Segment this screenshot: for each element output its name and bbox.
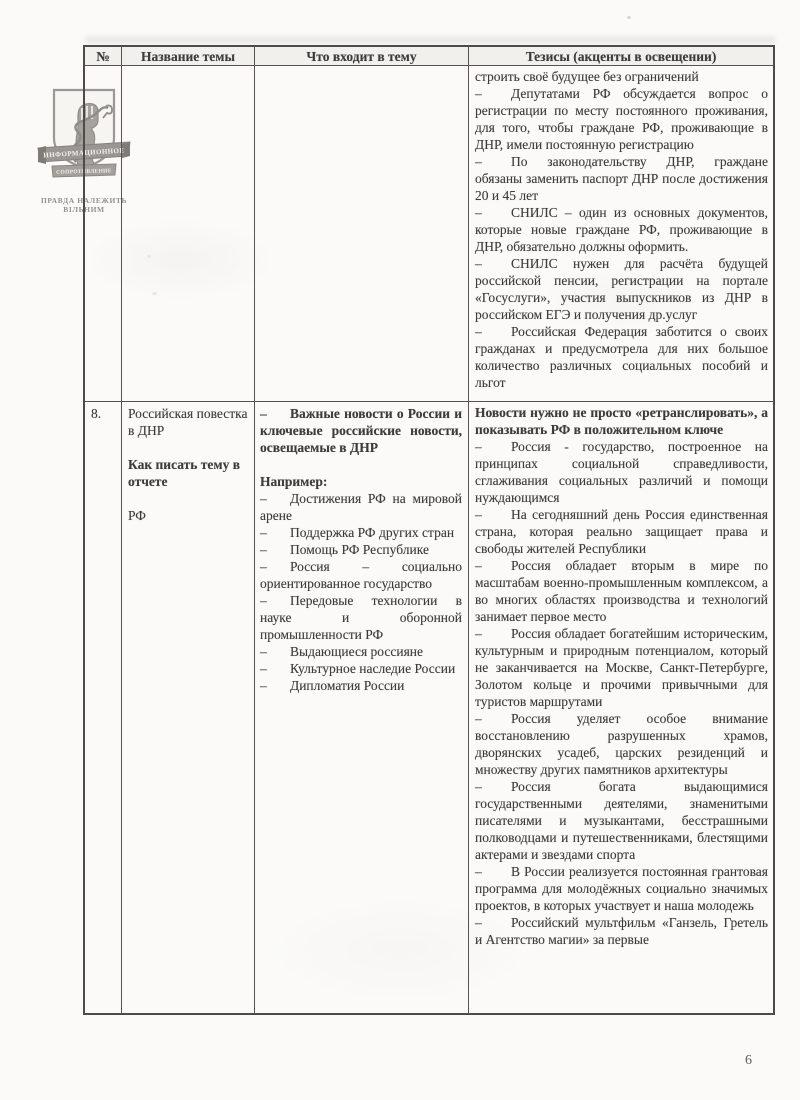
list-dash: – bbox=[475, 324, 482, 339]
list-dash: – bbox=[475, 86, 482, 101]
text-paragraph: – Культурное наследие России bbox=[260, 661, 456, 676]
row8-theses-cell bbox=[469, 402, 773, 1013]
header-topic-contents-label: Что входит в тему bbox=[306, 48, 417, 64]
text-paragraph: – Россия – социально ориентированное государство bbox=[260, 559, 462, 591]
list-dash: – bbox=[475, 256, 482, 271]
text-paragraph: РФ bbox=[128, 508, 146, 523]
text-paragraph: – Дипломатия России bbox=[260, 678, 405, 693]
ribbon-bottom-label: СОПРОТИВЛЕНИЕ bbox=[56, 168, 112, 176]
header-number-label: № bbox=[96, 48, 110, 64]
row7-number-cell bbox=[85, 66, 122, 402]
list-dash: – bbox=[260, 542, 267, 557]
text-paragraph: – Передовые технологии в науке и оборонной промышленности РФ bbox=[260, 593, 462, 642]
text-paragraph: – Российская Федерация заботится о своих гражданах и предусмотрела для них большое количество различных социальных пособий и льгот bbox=[475, 324, 768, 390]
list-dash: – bbox=[475, 507, 482, 522]
list-dash: – bbox=[475, 205, 482, 220]
text-paragraph: – Россия уделяет особое внимание восстановлению разрушенных храмов, дворянских усадеб, царских резиденций и множеству других памятников архитектуры bbox=[475, 711, 768, 777]
topics-table bbox=[83, 45, 775, 1015]
text-paragraph: – Россия обладает вторым в мире по масштабам военно-промышленным комплексом, а во многих областях производства и технологий занимает первое место bbox=[475, 558, 768, 624]
text-paragraph: строить своё будущее без ограничений bbox=[475, 69, 699, 84]
list-dash: – bbox=[475, 626, 482, 641]
text-paragraph: – СНИЛС нужен для расчёта будущей российской пенсии, регистрации на портале «Госуслуги», участия выпускников из ДНР в российском ЕГЭ и получения др.услуг bbox=[475, 256, 768, 322]
list-dash: – bbox=[260, 525, 267, 540]
header-theses bbox=[469, 47, 773, 66]
list-dash: – bbox=[475, 711, 482, 726]
header-topic-name bbox=[122, 47, 255, 66]
text-paragraph: – В России реализуется постоянная грантовая программа для молодёжных социально значимых проектов, в которых участвует и наша молодежь bbox=[475, 864, 768, 913]
page-number: 6 bbox=[745, 1053, 752, 1068]
text-paragraph: – Россия - государство, построенное на принципах социальной справедливости, сглаживания социальных различий и помощи нуждающимся bbox=[475, 439, 768, 505]
list-dash: – bbox=[260, 559, 267, 574]
text-paragraph: – СНИЛС – один из основных документов, которые новые граждане РФ, проживающие в ДНР, обязательно должны оформить. bbox=[475, 205, 768, 254]
text-paragraph: – Важные новости о России и ключевые российские новости, освещаемые в ДНР bbox=[260, 406, 462, 455]
row7-theses-cell bbox=[469, 66, 773, 402]
text-paragraph: – Достижения РФ на мировой арене bbox=[260, 491, 462, 523]
ribbon-top-label: ИНФОРМАЦИОННОЕ bbox=[43, 146, 125, 160]
blank-line bbox=[128, 439, 249, 456]
row8-topic-name-cell bbox=[122, 402, 255, 1013]
scan-speck bbox=[627, 16, 631, 19]
text-paragraph: – Депутатами РФ обсуждается вопрос о регистрации по месту постоянного проживания, для того, чтобы граждане РФ, проживающие в ДНР, имели постоянную регистрацию bbox=[475, 86, 768, 152]
text-paragraph: Например: bbox=[260, 474, 328, 489]
row8-number-cell bbox=[85, 402, 122, 1013]
text-paragraph: Российская повестка в ДНР bbox=[128, 406, 248, 438]
text-paragraph: – Выдающиеся россияне bbox=[260, 644, 424, 659]
header-number bbox=[85, 47, 122, 66]
header-topic-contents bbox=[255, 47, 469, 66]
list-dash: – bbox=[475, 439, 482, 454]
text-paragraph: – Россия богата выдающимися государственными деятелями, знаменитыми писателями и музыкантами, бесстрашными полководцами и путешественниками, блестящими актерами и звездами спорта bbox=[475, 779, 768, 862]
row7-topic-name-cell bbox=[122, 66, 255, 402]
list-dash: – bbox=[475, 779, 482, 794]
list-dash: – bbox=[475, 915, 482, 930]
stamp-motto-line1: ПРАВДА НАЛЕЖИТЬ bbox=[40, 196, 128, 205]
list-dash: – bbox=[260, 593, 267, 608]
header-topic-name-label: Название темы bbox=[141, 48, 235, 64]
list-dash: – bbox=[260, 644, 267, 659]
text-paragraph: – Помощь РФ Республике bbox=[260, 542, 429, 557]
text-paragraph: Как писать тему в отчете bbox=[128, 457, 241, 489]
list-dash: – bbox=[475, 558, 482, 573]
row8-topic-contents-cell bbox=[255, 402, 469, 1013]
text-paragraph: – Российский мультфильм «Ганзель, Гретель и Агентство магии» за первые bbox=[475, 915, 768, 947]
row7-topic-contents-cell bbox=[255, 66, 469, 402]
list-dash: – bbox=[475, 864, 482, 879]
list-dash: – bbox=[260, 661, 267, 676]
header-theses-label: Тезисы (акценты в освещении) bbox=[525, 48, 717, 64]
blank-line bbox=[128, 490, 249, 507]
text-paragraph: Новости нужно не просто «ретранслировать», а показывать РФ в положительном ключе bbox=[475, 405, 768, 437]
text-paragraph: – На сегодняшний день Россия единственная страна, которая реально защищает права и свободы жителей Республики bbox=[475, 507, 768, 556]
blank-line bbox=[260, 456, 462, 473]
text-paragraph: – Поддержка РФ других стран bbox=[260, 525, 455, 540]
scan-artifact-streak bbox=[85, 36, 775, 44]
stamp-motto-line2: ВІЛЬНИМ bbox=[63, 205, 105, 214]
row8-number: 8. bbox=[91, 406, 102, 421]
list-dash: – bbox=[260, 678, 267, 693]
list-dash: – bbox=[475, 154, 482, 169]
text-paragraph: – По законодательству ДНР, граждане обязаны заменить паспорт ДНР после достижения 20 и 45 лет bbox=[475, 154, 768, 203]
list-dash: – bbox=[260, 406, 267, 421]
list-dash: – bbox=[260, 491, 267, 506]
text-paragraph: – Россия обладает богатейшим историческим, культурным и природным потенциалом, который не заканчивается на Москве, Санкт-Петербурге, Золотом кольце и прочими привычными для туристов маршрутами bbox=[475, 626, 768, 709]
